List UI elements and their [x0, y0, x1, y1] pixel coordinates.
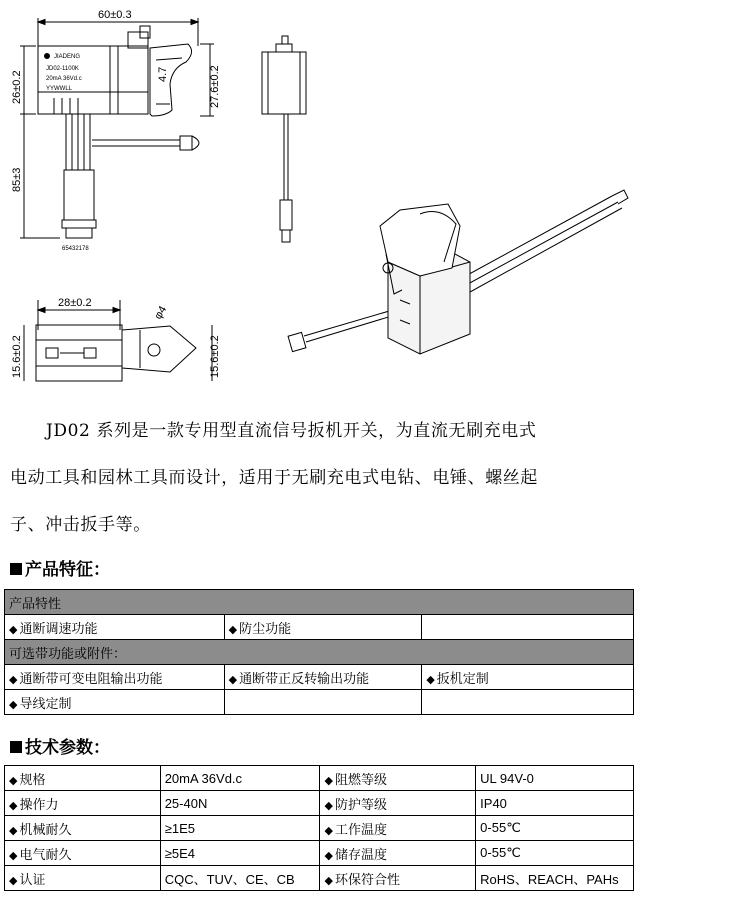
diamond-bullet-icon: ◆ — [426, 672, 435, 686]
dim-bottom-width: 28±0.2 — [58, 297, 92, 309]
option-cell: ◆ 导线定制 — [5, 690, 225, 715]
diamond-bullet-icon: ◆ — [9, 622, 18, 636]
diamond-bullet-icon: ◆ — [324, 848, 333, 862]
spec-value: 0-55℃ — [476, 841, 634, 866]
spec-label: ◆ 电气耐久 — [5, 841, 161, 866]
features-header-row — [5, 590, 634, 615]
feature-cell: ◆ 防尘功能 — [224, 615, 422, 640]
spec-label: ◆ 环保符合性 — [320, 866, 476, 891]
dim-height-trigger: 27.6±0.2 — [209, 65, 221, 108]
features-title: 产品特征： — [25, 560, 110, 580]
diamond-bullet-icon: ◆ — [324, 873, 333, 887]
option-cell: ◆ 通断带正反转输出功能 — [224, 665, 422, 690]
options-row — [5, 690, 634, 715]
side-view — [262, 36, 306, 242]
label-rating: 20mA 36Vd.c — [46, 76, 82, 82]
technical-drawing — [0, 0, 748, 395]
spec-row — [5, 816, 634, 841]
options-header-row — [5, 640, 634, 665]
option-cell: ◆ 扳机定制 — [422, 665, 634, 690]
features-table — [4, 589, 634, 715]
diamond-bullet-icon: ◆ — [9, 672, 18, 686]
diamond-bullet-icon: ◆ — [9, 798, 18, 812]
spec-row — [5, 866, 634, 891]
square-bullet-icon — [10, 563, 22, 575]
features-row — [5, 615, 634, 640]
spec-label: ◆ 阻燃等级 — [320, 766, 476, 791]
spec-label: ◆ 工作温度 — [320, 816, 476, 841]
dim-travel: 4.7 — [157, 66, 169, 82]
spec-value: 0-55℃ — [476, 816, 634, 841]
diamond-bullet-icon: ◆ — [9, 873, 18, 887]
diamond-bullet-icon: ◆ — [9, 823, 18, 837]
spec-row — [5, 791, 634, 816]
front-view — [11, 9, 221, 252]
dim-diameter: φ4 — [152, 304, 170, 322]
spec-value: ≥1E5 — [160, 816, 320, 841]
spec-row — [5, 841, 634, 866]
spec-value: UL 94V-0 — [476, 766, 634, 791]
options-header: 可选带功能或附件： — [5, 640, 634, 665]
option-cell — [224, 690, 422, 715]
dim-width: 60±0.3 — [98, 9, 132, 21]
square-bullet-icon — [10, 741, 22, 753]
diamond-bullet-icon: ◆ — [324, 798, 333, 812]
specs-title: 技术参数： — [25, 738, 110, 758]
dim-lead: 85±3 — [11, 167, 23, 192]
diamond-bullet-icon: ◆ — [228, 672, 238, 686]
label-model: JD02-1100K — [46, 66, 79, 72]
option-cell: ◆ 通断带可变电阻输出功能 — [5, 665, 225, 690]
options-row — [5, 665, 634, 690]
spec-label: ◆ 规格 — [5, 766, 161, 791]
spec-label: ◆ 认证 — [5, 866, 161, 891]
features-header: 产品特性 — [5, 590, 634, 615]
spec-value: IP40 — [476, 791, 634, 816]
intro-line-2: 电动工具和园林工具而设计，适用于无刷充电式电钻、电锤、螺丝起 — [10, 468, 538, 488]
intro-line-3: 子、冲击扳手等。 — [10, 515, 151, 535]
features-heading — [10, 555, 110, 580]
intro-line-1: JD02 系列是一款专用型直流信号扳机开关，为直流无刷充电式 — [46, 421, 537, 441]
feature-cell — [422, 615, 634, 640]
diamond-bullet-icon: ◆ — [9, 697, 18, 711]
specs-table — [4, 765, 634, 891]
isometric-view — [288, 190, 628, 354]
spec-row — [5, 766, 634, 791]
connector-pins: 65432178 — [62, 246, 89, 252]
diamond-bullet-icon: ◆ — [324, 773, 333, 787]
spec-label: ◆ 储存温度 — [320, 841, 476, 866]
intro-text — [10, 408, 640, 549]
diamond-bullet-icon: ◆ — [324, 823, 333, 837]
dim-height-body: 26±0.2 — [11, 70, 23, 104]
spec-value: 25-40N — [160, 791, 320, 816]
diamond-bullet-icon: ◆ — [228, 622, 238, 636]
spec-value: 20mA 36Vd.c — [160, 766, 320, 791]
spec-value: RoHS、REACH、PAHs — [476, 866, 634, 891]
dim-thickness-left: 15.6±0.2 — [11, 335, 23, 378]
spec-label: ◆ 防护等级 — [320, 791, 476, 816]
feature-cell: ◆ 通断调速功能 — [5, 615, 225, 640]
spec-label: ◆ 机械耐久 — [5, 816, 161, 841]
dim-thickness-right: 15.6±0.2 — [209, 335, 221, 378]
spec-value: ≥5E4 — [160, 841, 320, 866]
specs-heading — [10, 733, 110, 758]
bottom-view — [11, 297, 221, 381]
label-code: YYWWLL — [46, 86, 73, 92]
option-cell — [422, 690, 634, 715]
spec-value: CQC、TUV、CE、CB — [160, 866, 320, 891]
diamond-bullet-icon: ◆ — [9, 848, 18, 862]
label-brand: JIADENG — [54, 54, 81, 60]
spec-label: ◆ 操作力 — [5, 791, 161, 816]
diamond-bullet-icon: ◆ — [9, 773, 18, 787]
